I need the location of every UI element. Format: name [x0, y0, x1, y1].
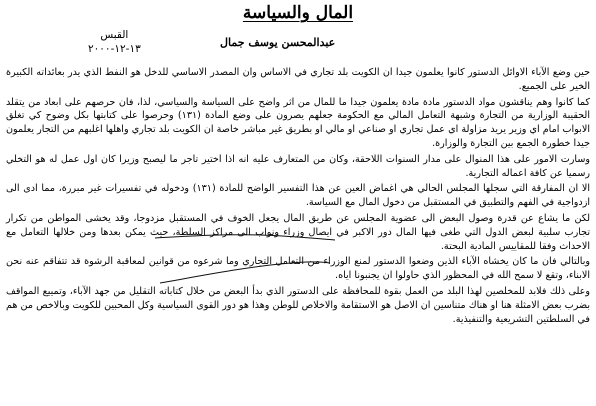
paragraph-2: كما كانوا وهم يناقشون مواد الدستور مادة مادة يعلمون جيدا ما للمال من اثر واضح على السياسة والسياسي، لذا، فان حرصهم على ابعاد من يتقلد الحقيبة الوزارية من التجارة وشبهة التعامل المالي مع الحكومة جعلهم يصرون على وضع المادة (١٣١) وحرصوا على كتابتها بكل وضوح كي تغلق الابواب امام اي وزير يريد مزاولة اي عمل تجاري او صناعي او مالي او بطريق غير مباشر خاصة ان الكويت بلد تجاري واهلها اغلبهم من التجار يعلمون جيدا خطورة الجمع بين التجارة والوزارة.	[6, 96, 591, 149]
paragraph-7: وعلى ذلك فلابد للمخلصين لهذا البلد من العمل بقوة للمحافظة على الدستور الذي بدأ البعض من خلال كتاباته التقليل من جهد الآباء، وتمييع المواقف بضرب بعض الامثلة هنا او هناك متناسين ان الاصل هو الاستقامة والاخلاص للوطن وهذا هو دور القوى السياسية وكل المحبين للكويت وبالاخص من هم في السلطتين التشريعية والتنفيذية.	[6, 285, 590, 325]
paragraph-5: لكن ما يشاع عن قدرة وصول البعض الى عضوية المجلس عن طريق المال يجعل الخوف في المستقبل مزدوجا، وقد يخشى المواطن من تكرار تجارب سلبية لبعض الدول التي طغى فيها المال دور الاكبر في ايصال وزراء ونواب الى مراكز السلطة، حيث يمكن بعدها ومن خلالها التعامل مع الاحداث وفقا للمقاييس المادية البحتة.	[6, 212, 590, 252]
author-name: عبدالمحسن يوسف جمال	[220, 36, 336, 49]
article-title: المال والسياسة	[242, 3, 354, 23]
paragraph-4: الا ان المفارقة التي سجلها المجلس الحالي هي اغماض العين عن هذا التفسير الواضح للمادة (١٣١) ودخوله في تفسيرات غير مبررة، مما ادى الى ازدواجية في الفهم والتطبيق في المستقبل من دخول المال مع السياسة.	[6, 183, 590, 209]
paragraph-1: حين وضع الآباء الاوائل الدستور كانوا يعلمون جيدا ان الكويت بلد تجاري في الاساس وان المصدر الاساسي للدخل هو النفط الذي يدر بعائداته الكبيرة الخير على الجميع.	[6, 67, 590, 92]
paragraph-6: وبالتالي فان ما كان يخشاه الآباء الذين وضعوا الدستور لمنع الوزراء من التعامل التجاري وما شرعوه من قوانين لمعاقبة الرشوة قد تتفاقم عنه نحن الابناء، وتقع لا سمح الله في المحظور الذي حاولوا ان يجنبونا اياه.	[6, 256, 590, 282]
publication-name: القبس	[100, 29, 129, 41]
article-body	[6, 66, 590, 328]
paragraph-3: وسارت الامور على هذا المنوال على مدار السنوات اللاحقة، وكان من المتعارف عليه انه اذا اختير تاجر ما ليصبح وزيرا كان اول عمل له هو التخلي رسميا عن كافة اعماله التجارية.	[6, 153, 590, 179]
publication-date: ١٣-١٢-٢٠٠٠	[88, 43, 141, 55]
article-meta	[88, 28, 141, 56]
